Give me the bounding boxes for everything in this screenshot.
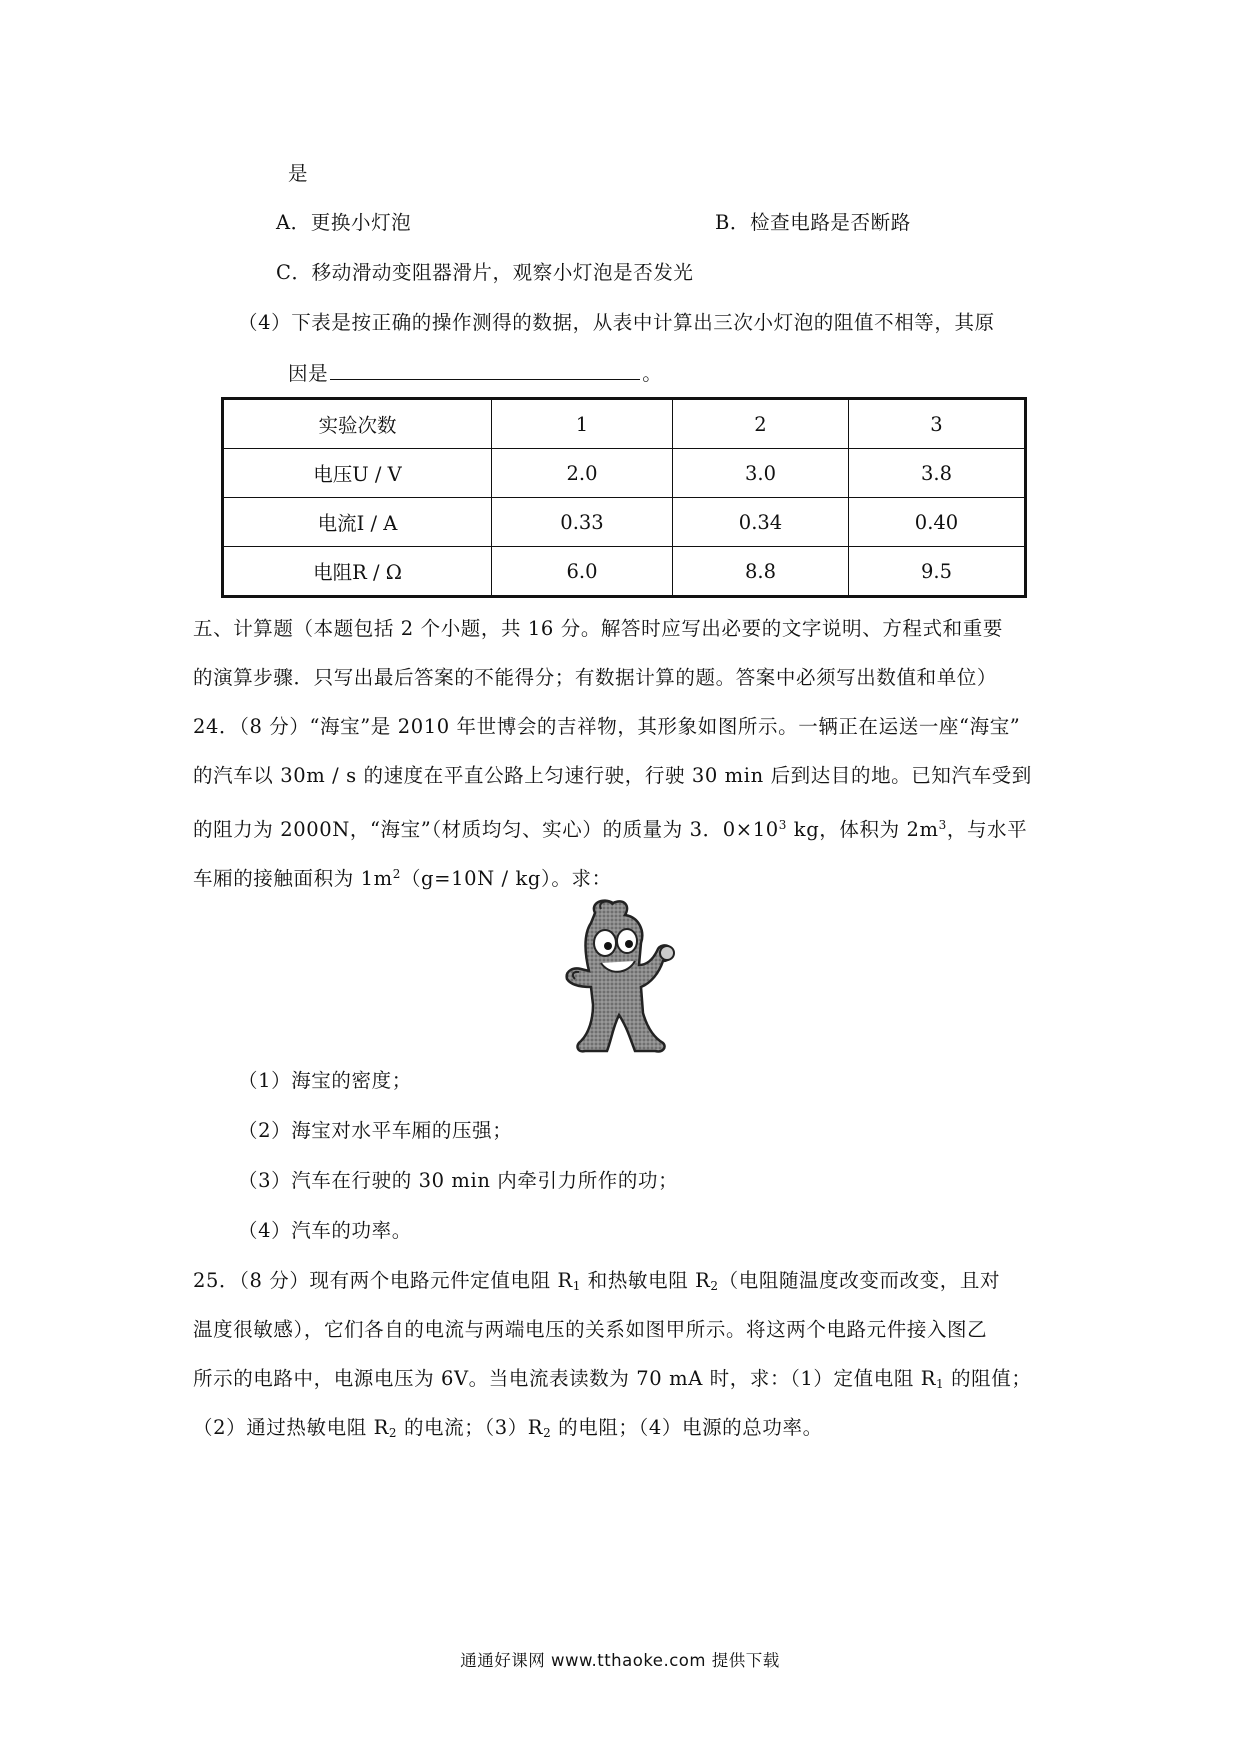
table-cell: 1: [492, 399, 673, 449]
q25-line4: [193, 1414, 823, 1447]
option-c: C．移动滑动变阻器滑片，观察小灯泡是否发光: [276, 261, 694, 284]
table-cell: 0.33: [492, 498, 673, 547]
subscript: 2: [388, 1426, 398, 1440]
q25-line3-text: 所示的电路中，电源电压为 6V。当电流表读数为 70 mA 时，求：（1）定值电阻 R: [193, 1367, 937, 1390]
q25-line4-text: （2）通过热敏电阻 R: [193, 1416, 389, 1439]
q23-part4-line1: （4）下表是按正确的操作测得的数据，从表中计算出三次小灯泡的阻值不相等，其原: [238, 311, 995, 334]
q25-line4-text: 的电流；（3）R: [397, 1416, 544, 1439]
exponent: 3: [938, 818, 947, 832]
q24-sub2: （2）海宝对水平车厢的压强；: [238, 1119, 513, 1142]
table-cell: 0.40: [849, 498, 1026, 547]
subscript: 1: [572, 1279, 581, 1293]
row-header-cell: 电流I / A: [223, 498, 492, 547]
table-row: [223, 498, 1026, 547]
table-row: [223, 547, 1026, 597]
reason-suffix: 。: [642, 362, 663, 385]
q24-line2: 的汽车以 30m / s 的速度在平直公路上匀速行驶，行驶 30 min 后到达目的地。已知汽车受到: [193, 764, 1032, 787]
q24-sub1: （1）海宝的密度；: [238, 1069, 412, 1092]
q25-line1-text: （电阻随温度改变而改变，且对: [718, 1269, 1001, 1292]
q25-line3: [193, 1365, 1031, 1398]
q23-continuation: 是: [288, 162, 309, 185]
table-cell: 2: [673, 399, 849, 449]
q24-line4-text: （g=10N / kg）。求：: [400, 867, 612, 890]
section5-line2: 的演算步骤．只写出最后答案的不能得分；有数据计算的题。答案中必须写出数值和单位）: [193, 666, 998, 689]
table-cell: 9.5: [849, 547, 1026, 597]
table-row: [223, 399, 1026, 449]
q24-sub3: （3）汽车在行驶的 30 min 内牵引力所作的功；: [238, 1169, 679, 1192]
q24-line3-text: 的阻力为 2000N，“海宝”（材质均匀、实心）的质量为 3．0×10: [193, 818, 779, 841]
exponent: 2: [392, 867, 401, 881]
q25-line4-text: 的电阻；（4）电源的总功率。: [551, 1416, 823, 1439]
subscript: 2: [710, 1279, 719, 1293]
row-header-cell: 电阻R / Ω: [223, 547, 492, 597]
row-header-cell: 电压U / V: [223, 449, 492, 498]
q25-line3-text: 的阻值；: [944, 1367, 1032, 1390]
answer-blank: [330, 359, 640, 380]
table-cell: 3.8: [849, 449, 1026, 498]
table-cell: 0.34: [673, 498, 849, 547]
table-cell: 2.0: [492, 449, 673, 498]
option-a: A．更换小灯泡: [276, 211, 412, 234]
q25-line1-text: 和热敏电阻 R: [581, 1269, 711, 1292]
q25-line1-text: 25．（8 分）现有两个电路元件定值电阻 R: [193, 1269, 573, 1292]
data-table: [221, 397, 1027, 598]
q24-line1: 24．（8 分）“海宝”是 2010 年世博会的吉祥物，其形象如图所示。一辆正在运送一座“海宝”: [193, 715, 1021, 738]
table-cell: 6.0: [492, 547, 673, 597]
table-cell: 3.0: [673, 449, 849, 498]
haibao-mascot-image: [535, 895, 705, 1060]
subscript: 2: [543, 1426, 552, 1440]
row-header-cell: 实验次数: [223, 399, 492, 449]
q24-line4-text: 车厢的接触面积为 1m: [193, 867, 393, 890]
q25-line1: [193, 1267, 1000, 1300]
reason-prefix: 因是: [288, 362, 329, 385]
subscript: 1: [936, 1377, 945, 1391]
q24-line3-text: kg，体积为 2m: [787, 818, 939, 841]
q24-line4: [193, 860, 612, 893]
option-b: B．检查电路是否断路: [715, 211, 911, 234]
q24-line3: [193, 811, 1027, 844]
exponent: 3: [778, 818, 787, 832]
table-cell: 8.8: [673, 547, 849, 597]
section5-line1: 五、计算题（本题包括 2 个小题，共 16 分。解答时应写出必要的文字说明、方程式和重要: [193, 617, 1003, 640]
table-row: [223, 449, 1026, 498]
q25-line2: 温度很敏感），它们各自的电流与两端电压的关系如图甲所示。将这两个电路元件接入图乙: [193, 1318, 988, 1341]
footer-source: 通通好课网 www.tthaoke.com 提供下载: [460, 1651, 780, 1670]
q23-part4-line2: [288, 359, 662, 388]
table-cell: 3: [849, 399, 1026, 449]
q24-line3-text: ，与水平: [946, 818, 1028, 841]
q24-sub4: （4）汽车的功率。: [238, 1219, 412, 1242]
